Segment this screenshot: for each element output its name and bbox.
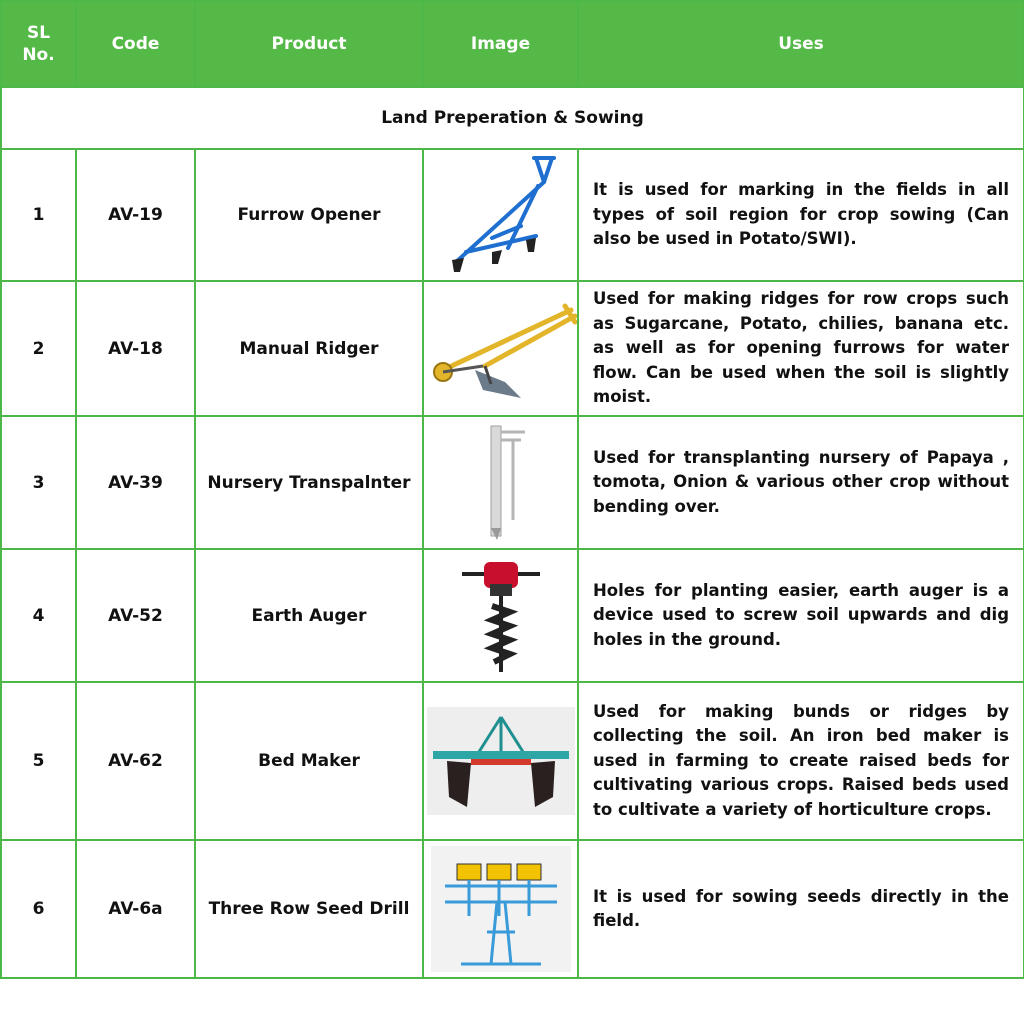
product-code: AV-39 [76,416,195,549]
sl-number: 3 [1,416,76,549]
section-title: Land Preperation & Sowing [1,87,1024,149]
header-uses: Uses [578,1,1024,87]
product-name: Manual Ridger [195,281,423,416]
product-code: AV-62 [76,682,195,840]
sl-number: 4 [1,549,76,682]
earth-auger-image [456,554,546,678]
sl-number: 5 [1,682,76,840]
product-code: AV-6a [76,840,195,978]
header-sl-no: SL No. [1,1,76,87]
table-row [1,281,1024,416]
product-image-cell [423,281,578,416]
table-row [1,682,1024,840]
product-name: Furrow Opener [195,149,423,281]
header-product: Product [195,1,423,87]
product-uses: Used for making ridges for row crops such as Sugarcane, Potato, chilies, banana etc. as well as for opening furrows for water flow. Can be used when the soil is slightly moist. [578,281,1024,416]
product-code: AV-52 [76,549,195,682]
product-image-cell [423,840,578,978]
product-image-cell [423,149,578,281]
product-code: AV-19 [76,149,195,281]
product-uses: Used for transplanting nursery of Papaya , tomota, Onion & various other crop without bending over. [578,416,1024,549]
seed-drill-image [431,846,571,972]
product-image-cell [423,549,578,682]
table-row [1,549,1024,682]
table-row [1,840,1024,978]
product-name: Bed Maker [195,682,423,840]
product-uses: It is used for sowing seeds directly in the field. [578,840,1024,978]
sl-number: 6 [1,840,76,978]
product-uses: Holes for planting easier, earth auger is a device used to screw soil upwards and dig holes in the ground. [578,549,1024,682]
product-name: Three Row Seed Drill [195,840,423,978]
bed-maker-image [427,707,575,815]
product-image-cell [423,416,578,549]
table-row [1,416,1024,549]
sl-number: 2 [1,281,76,416]
product-image-cell [423,682,578,840]
header-row [1,1,1024,87]
header-image: Image [423,1,578,87]
product-name: Nursery Transpalnter [195,416,423,549]
manual-ridger-image [425,286,577,412]
product-name: Earth Auger [195,549,423,682]
product-code: AV-18 [76,281,195,416]
header-code: Code [76,1,195,87]
product-uses: It is used for marking in the fields in all types of soil region for crop sowing (Can also be used in Potato/SWI). [578,149,1024,281]
nursery-transplanter-image [461,422,541,544]
table-row [1,149,1024,281]
product-uses: Used for making bunds or ridges by collecting the soil. An iron bed maker is used in farming to create raised beds for cultivating various crops. Raised beds used to cultivate a variety of horticulture crops. [578,682,1024,840]
furrow-opener-image [426,152,576,278]
section-row [1,87,1024,149]
sl-number: 1 [1,149,76,281]
